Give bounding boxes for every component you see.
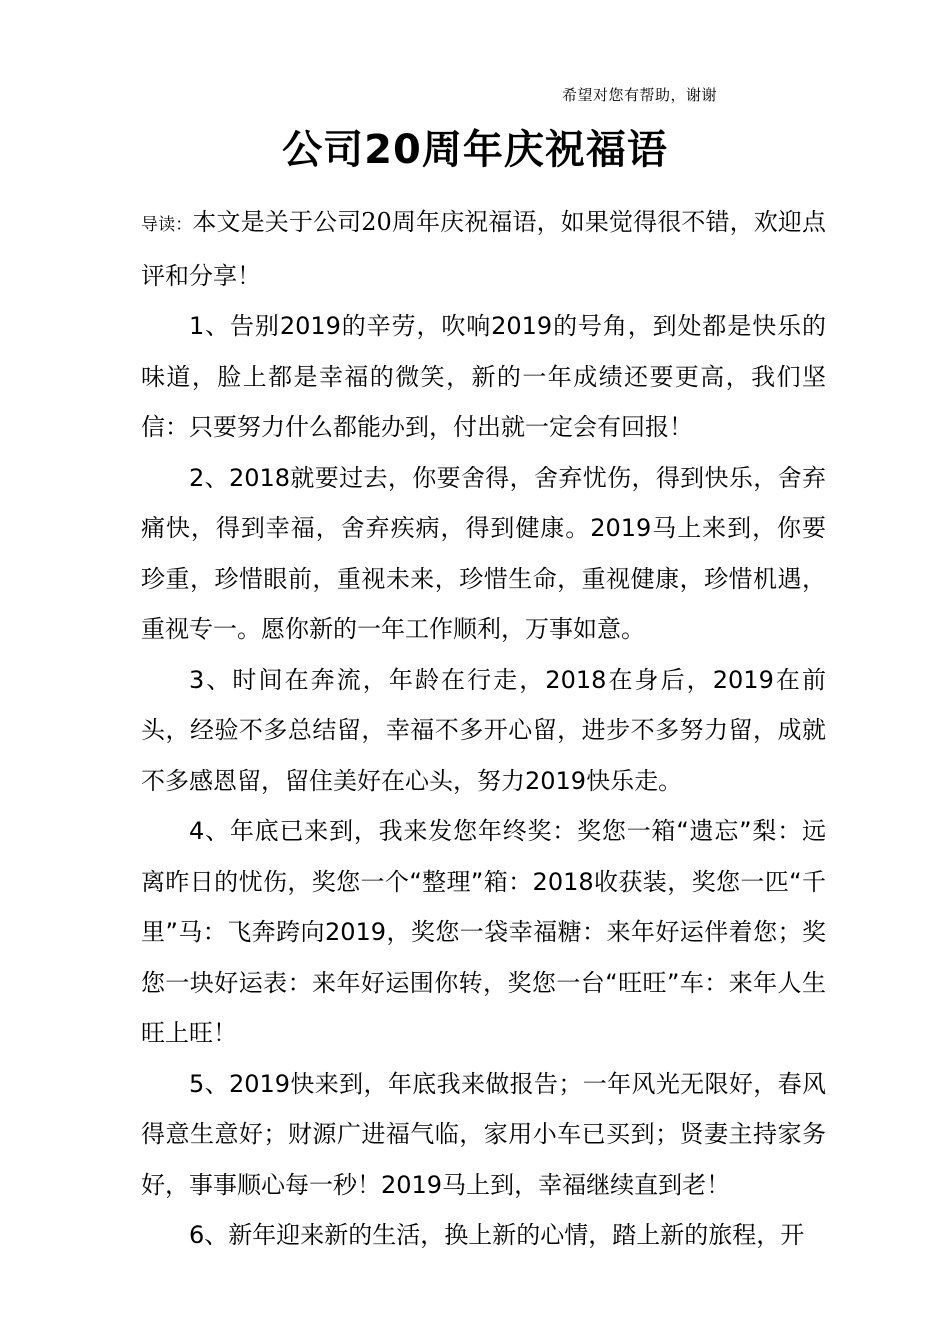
blessing-item: 3、时间在奔流，年龄在行走，2018在身后，2019在前头，经验不多总结留，幸福不多开心留，进步不多努力留，成就不多感恩留，留住美好在心头，努力2019快乐走。 (141, 665, 826, 795)
blessing-item: 6、新年迎来新的生活，换上新的心情，踏上新的旅程，开 (189, 1221, 805, 1249)
blessing-item: 2、2018就要过去，你要舍得，舍弃忧伤，得到快乐，舍弃痛快，得到幸福，舍弃疾病，得到健康。2019马上来到，你要珍重，珍惜眼前，重视未来，珍惜生命，重视健康，珍惜机遇，重视专一。愿你新的一年工作顺利，万事如意。 (141, 463, 826, 643)
intro-paragraph (141, 197, 826, 301)
intro-label: 导读： (141, 215, 193, 235)
document-title: 公司20周年庆祝福语 (282, 127, 668, 173)
blessing-item: 5、2019快来到，年底我来做报告；一年风光无限好，春风得意生意好；财源广进福气临，家用小车已买到；贤妻主持家务好，事事顺心每一秒！2019马上到，幸福继续直到老！ (141, 1069, 826, 1199)
blessing-item: 1、告别2019的辛劳，吹响2019的号角，到处都是快乐的味道，脸上都是幸福的微笑，新的一年成绩还要更高，我们坚信：只要努力什么都能办到，付出就一定会有回报！ (141, 312, 826, 441)
intro-text: 本文是关于公司20周年庆祝福语，如果觉得很不错，欢迎点评和分享！ (141, 208, 826, 290)
document-body (141, 197, 826, 1261)
blessing-item: 4、年底已来到，我来发您年终奖：奖您一箱“遗忘”梨：远离昨日的忧伤，奖您一个“整理”箱：2018收获装，奖您一匹“千里”马：飞奔跨向2019，奖您一袋幸福糖：来年好运伴着您；奖您一块好运表：来年好运围你转，奖您一台“旺旺”车：来年人生旺上旺！ (141, 817, 826, 1047)
header-note: 希望对您有帮助，谢谢 (562, 86, 718, 104)
